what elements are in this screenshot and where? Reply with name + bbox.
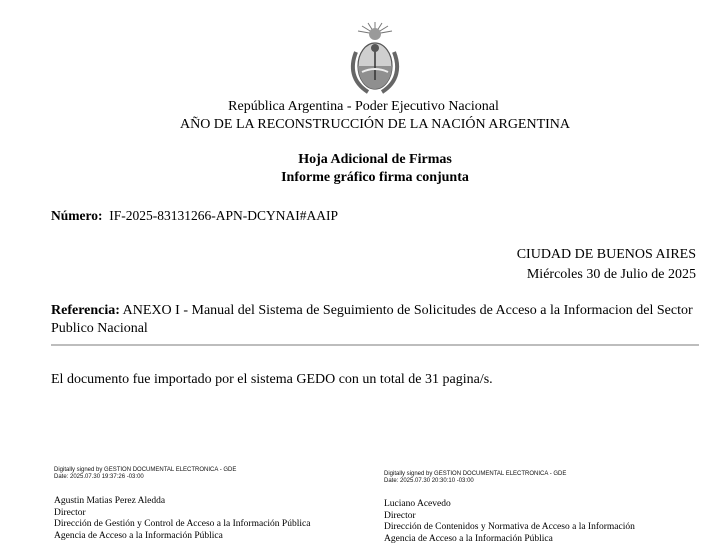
header-republica: República Argentina - Poder Ejecutivo Nacional <box>228 99 499 114</box>
divider <box>51 344 699 346</box>
signer-block-2 <box>384 499 635 545</box>
signer-block-1 <box>54 496 310 542</box>
location-city: CIUDAD DE BUENOS AIRES <box>516 247 696 262</box>
signer-role: Director <box>54 507 86 518</box>
header-year-motto: AÑO DE LA RECONSTRUCCIÓN DE LA NACIÓN ARGENTINA <box>179 117 571 132</box>
document-subtitle: Informe gráfico firma conjunta <box>281 170 469 185</box>
reference-text: ANEXO I - Manual del Sistema de Seguimiento de Solicitudes de Acceso a la Informacion del Sector Publico Nacional <box>51 303 693 336</box>
digital-signature-stamp-2 <box>384 471 566 485</box>
document-title: Hoja Adicional de Firmas <box>298 152 452 167</box>
digital-signature-date: Date: 2025.07.30 20:30:10 -03:00 <box>384 478 474 484</box>
reference-label: Referencia: <box>51 303 120 318</box>
signer-agency: Agencia de Acceso a la Información Pública <box>54 530 223 541</box>
digital-signature-date: Date: 2025.07.30 19:37:26 -03:00 <box>54 474 144 480</box>
document-number-label: Número: <box>51 208 103 223</box>
signer-name: Agustin Matias Perez Aledda <box>54 496 166 506</box>
signer-office: Dirección de Contenidos y Normativa de Acceso a la Información <box>384 522 635 533</box>
digital-signature-line: Digitally signed by GESTION DOCUMENTAL ELECTRONICA - GDE <box>54 467 237 473</box>
location-date: Miércoles 30 de Julio de 2025 <box>526 267 696 282</box>
reference <box>51 302 701 338</box>
digital-signature-line: Digitally signed by GESTION DOCUMENTAL ELECTRONICA - GDE <box>384 471 567 477</box>
document-number-value: IF-2025-83131266-APN-DCYNAI#AAIP <box>109 208 338 223</box>
digital-signature-stamp-1 <box>54 467 236 481</box>
document-number <box>51 208 338 224</box>
signer-role: Director <box>384 510 416 521</box>
body-text: El documento fue importado por el sistema GEDO con un total de 31 pagina/s. <box>51 372 493 387</box>
argentina-coat-of-arms-seal <box>348 22 402 96</box>
signer-agency: Agencia de Acceso a la Información Pública <box>384 533 553 544</box>
signer-name: Luciano Acevedo <box>384 499 451 509</box>
signer-office: Dirección de Gestión y Control de Acceso a la Información Pública <box>54 519 311 530</box>
